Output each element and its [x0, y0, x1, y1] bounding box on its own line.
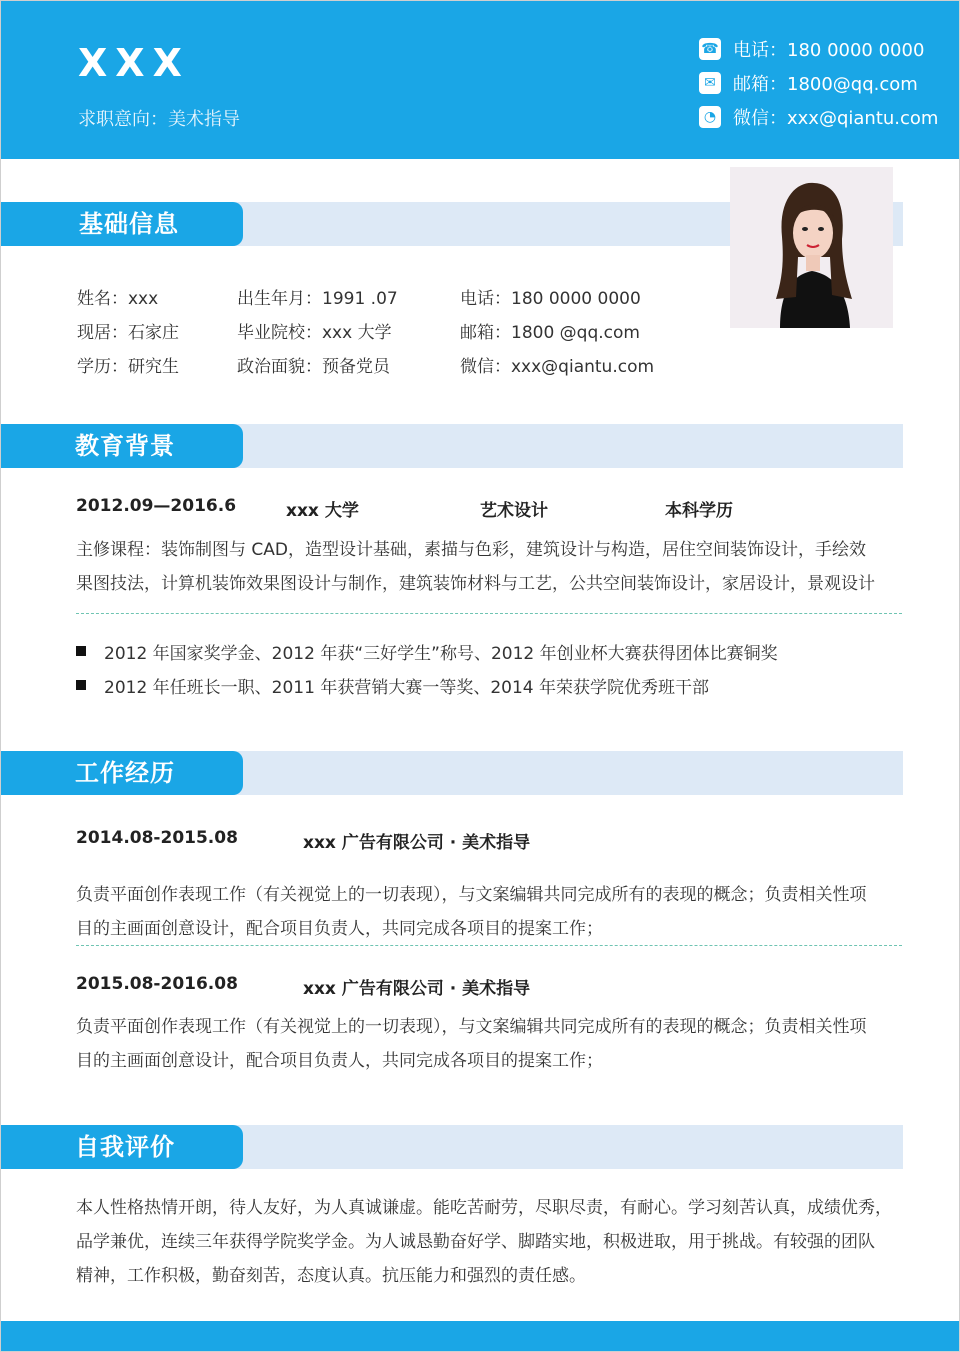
- section-work: [1, 751, 903, 795]
- section-title-self: 自我评价: [75, 1133, 175, 1161]
- job-description-line-1: 负责平面创作表现工作（有关视觉上的一切表现），与文案编辑共同完成所有的表现的概念；负责相关性项: [76, 885, 867, 905]
- info-school: 毕业院校：xxx 大学: [237, 323, 392, 343]
- self-line-1: 本人性格热情开朗，待人友好，为人真诚谦虚。能吃苦耐劳，尽职尽责，有耐心。学习刻苦认真，成绩优秀，: [76, 1198, 892, 1218]
- mail-icon: ✉: [699, 72, 721, 94]
- job-period: 2014.08-2015.08: [76, 828, 238, 848]
- self-line-2: 品学兼优，连续三年获得学院奖学金。为人诚恳勤奋好学、脚踏实地，积极进取，用于挑战。有较强的团队: [76, 1232, 875, 1252]
- section-title-education: 教育背景: [75, 432, 175, 460]
- award-text: 2012 年任班长一职、2011 年获营销大赛一等奖、2014 年荣获学院优秀班干部: [104, 677, 710, 698]
- info-birth: 出生年月：1991 .07: [237, 289, 398, 309]
- job-description-line-1: 负责平面创作表现工作（有关视觉上的一切表现），与文案编辑共同完成所有的表现的概念；负责相关性项: [76, 1017, 867, 1037]
- edu-courses-line-1: 主修课程：装饰制图与 CAD，造型设计基础，素描与色彩，建筑设计与构造，居住空间装饰设计，手绘效: [76, 540, 866, 560]
- wechat-icon: ◔: [699, 106, 721, 128]
- job-intent: 求职意向：美术指导: [78, 109, 240, 130]
- job-company: xxx 广告有限公司 · 美术指导: [303, 833, 531, 853]
- section-title-basic: 基础信息: [79, 210, 179, 238]
- contact-email: [699, 69, 918, 97]
- divider: [76, 613, 902, 614]
- candidate-name: XXX: [78, 41, 190, 85]
- award-text: 2012 年国家奖学金、2012 年获“三好学生”称号、2012 年创业杯大赛获得团体比赛铜奖: [104, 643, 778, 664]
- info-residence: 现居：石家庄: [77, 323, 179, 343]
- portrait-image: [730, 167, 893, 328]
- self-evaluation-text: [76, 1191, 904, 1293]
- edu-major: 艺术设计: [480, 501, 548, 521]
- section-title-work: 工作经历: [75, 759, 175, 787]
- section-band: [231, 751, 903, 795]
- job-description: [76, 1010, 904, 1078]
- contact-wechat-text: 微信：xxx@qiantu.com: [733, 108, 939, 129]
- info-email: 邮箱：1800 @qq.com: [460, 323, 640, 343]
- info-education: 学历：研究生: [77, 357, 179, 377]
- contact-email-text: 邮箱：1800@qq.com: [733, 74, 918, 95]
- contact-phone: [699, 35, 924, 63]
- section-band: [231, 1125, 903, 1169]
- self-line-3: 精神，工作积极，勤奋刻苦，态度认真。抗压能力和强烈的责任感。: [76, 1266, 586, 1286]
- section-band: [231, 424, 903, 468]
- job-description: [76, 878, 904, 946]
- divider: [76, 945, 902, 946]
- info-phone: 电话：180 0000 0000: [460, 289, 641, 309]
- job-period: 2015.08-2016.08: [76, 974, 238, 994]
- contact-phone-text: 电话：180 0000 0000: [733, 40, 925, 61]
- edu-school: xxx 大学: [286, 501, 359, 521]
- info-wechat: 微信：xxx@qiantu.com: [460, 357, 655, 377]
- phone-icon: ☎: [699, 38, 721, 60]
- info-political: 政治面貌：预备党员: [237, 357, 390, 377]
- job-description-line-2: 目的主画面创意设计，配合项目负责人，共同完成各项目的提案工作；: [76, 1051, 603, 1071]
- contact-wechat: [699, 103, 938, 131]
- edu-courses: [76, 533, 904, 601]
- edu-courses-line-2: 果图技法，计算机装饰效果图设计与制作，建筑装饰材料与工艺，公共空间装饰设计，家居设计，景观设计: [76, 574, 875, 594]
- profile-photo: [730, 167, 893, 328]
- info-name: 姓名：xxx: [77, 289, 159, 309]
- job-company: xxx 广告有限公司 · 美术指导: [303, 979, 531, 999]
- bullet-square-icon: [76, 646, 86, 656]
- footer-bar: [1, 1321, 959, 1352]
- section-education: [1, 424, 903, 468]
- edu-period: 2012.09—2016.6: [76, 496, 237, 516]
- section-self-evaluation: [1, 1125, 903, 1169]
- header-banner: [1, 1, 959, 159]
- job-description-line-2: 目的主画面创意设计，配合项目负责人，共同完成各项目的提案工作；: [76, 919, 603, 939]
- bullet-square-icon: [76, 680, 86, 690]
- award-item: [76, 668, 709, 702]
- award-item: [76, 634, 778, 668]
- edu-degree: 本科学历: [665, 501, 733, 521]
